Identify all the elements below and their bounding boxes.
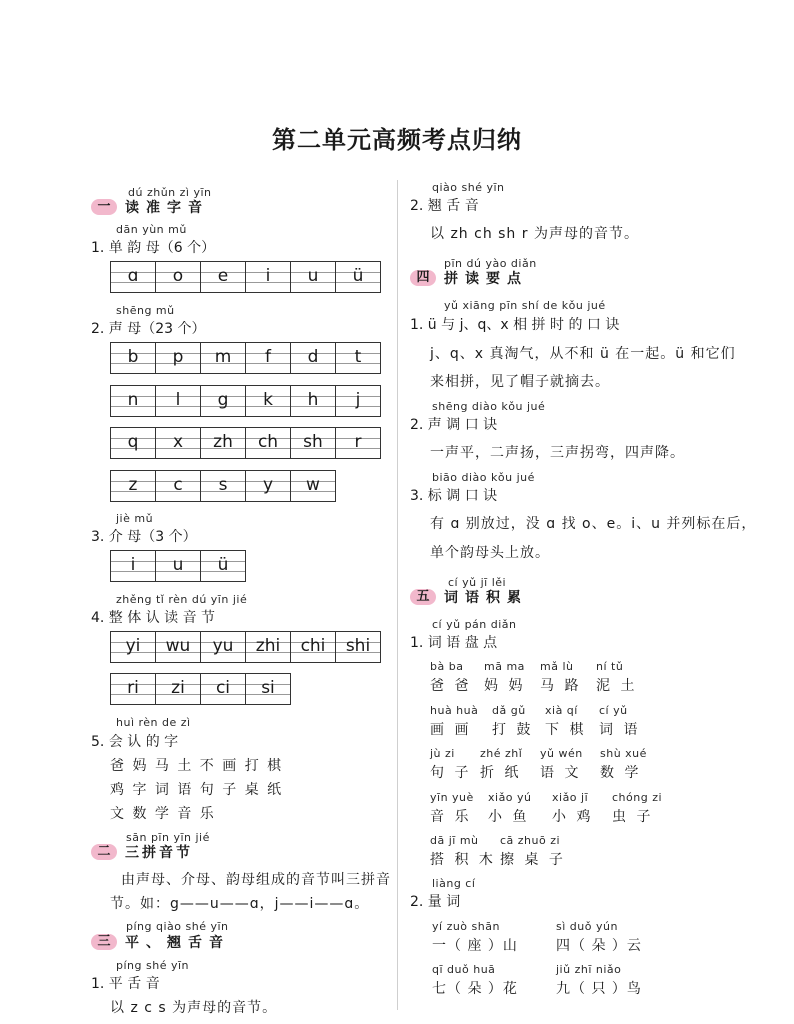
pinyin-cell-text: sh <box>303 432 323 452</box>
pinyin-cell-text: yi <box>125 636 141 656</box>
word-pinyin: ní tǔ <box>596 660 624 673</box>
pinyin-cell-text: ch <box>257 432 279 452</box>
word-item <box>540 660 581 695</box>
word-text: 小 鸡 <box>552 809 594 825</box>
pinyin-cell-text: g <box>217 390 229 410</box>
section-4-heading <box>410 268 528 288</box>
pinyin-cell-text: zi <box>171 678 185 698</box>
pinyin-cell-text: z <box>128 475 138 495</box>
pinyin-cell-text: zhi <box>255 636 281 656</box>
pinyin-cell <box>110 427 156 459</box>
word-item <box>596 660 637 695</box>
s5-item1-pinyin: cí yǔ pán diǎn <box>432 618 517 631</box>
pinyin-cell-text: s <box>218 475 228 495</box>
section-4-badge: 四 <box>410 270 436 286</box>
pinyin-cell-text: ci <box>215 678 231 698</box>
section-3-pinyin: píng qiào shé yīn <box>126 920 229 933</box>
pinyin-cell <box>245 261 291 293</box>
pinyin-cell-text: shi <box>345 636 371 656</box>
pinyin-cell-text: c <box>173 475 183 495</box>
pinyin-cell-text: zh <box>213 432 233 452</box>
word-text: 擦 桌 子 <box>500 852 566 868</box>
pinyin-cell-text: ü <box>352 266 364 286</box>
section-1-pinyin: dú zhǔn zì yīn <box>128 186 212 199</box>
measure-word-pinyin: yí zuò shān <box>432 920 500 933</box>
word-item <box>430 660 471 695</box>
pinyin-cell-text: w <box>306 475 320 495</box>
section-4-pinyin: pīn dú yào diǎn <box>444 257 537 270</box>
s4-item3-text-1: 有 ɑ 别放过，没 ɑ 找 o、e。i、u 并列标在后， <box>430 516 757 532</box>
pinyin-cell-text: o <box>172 266 184 286</box>
word-item <box>492 704 533 739</box>
pinyin-cell <box>245 342 291 374</box>
initials-grid-row2 <box>110 385 381 417</box>
word-item <box>545 704 586 739</box>
s3-item1-label: 1. 平 舌 音 <box>91 976 160 992</box>
word-item <box>484 660 525 695</box>
pinyin-cell <box>335 342 381 374</box>
pinyin-cell-text: r <box>354 432 362 452</box>
medials-grid <box>110 550 246 582</box>
s2-text-line-1: 由声母、介母、韵母组成的音节叫三拼音 <box>121 872 391 888</box>
word-item <box>552 791 593 826</box>
pinyin-cell <box>155 550 201 582</box>
word-item <box>599 704 640 739</box>
section-2-pinyin: sān pīn yīn jié <box>126 831 210 844</box>
word-pinyin: xiǎo yú <box>488 791 532 804</box>
pinyin-cell-text: q <box>127 432 139 452</box>
word-item <box>480 747 522 782</box>
word-text: 虫 子 <box>612 809 654 825</box>
word-pinyin: zhé zhǐ <box>480 747 523 760</box>
pinyin-cell-text: wu <box>165 636 191 656</box>
single-vowels-grid <box>110 261 381 293</box>
pinyin-cell <box>245 427 291 459</box>
pinyin-cell <box>290 342 336 374</box>
pinyin-cell-text: i <box>130 555 136 575</box>
pinyin-cell <box>110 550 156 582</box>
section-5-pinyin: cí yǔ jī lěi <box>448 576 507 589</box>
pinyin-cell <box>155 673 201 705</box>
s4-item3-pinyin: biāo diào kǒu jué <box>432 471 535 484</box>
word-text: 妈 妈 <box>484 678 526 694</box>
word-pinyin: dǎ gǔ <box>492 704 526 717</box>
item1-label: 1. 单 韵 母（6 个） <box>91 240 216 256</box>
pinyin-cell-text: ri <box>127 678 139 698</box>
pinyin-cell <box>110 261 156 293</box>
pinyin-cell-text: ɑ <box>127 266 139 286</box>
item5-pinyin: huì rèn de zì <box>116 716 191 729</box>
pinyin-cell <box>200 631 246 663</box>
word-text: 句 子 <box>430 765 472 781</box>
word-item <box>500 834 566 869</box>
pinyin-cell <box>335 427 381 459</box>
item2-pinyin: shēng mǔ <box>116 304 175 317</box>
pinyin-cell <box>290 261 336 293</box>
pinyin-cell-text: m <box>214 347 232 367</box>
s3-item2-label: 2. 翘 舌 音 <box>410 198 479 214</box>
word-text: 词 语 <box>599 722 641 738</box>
pinyin-cell-text: j <box>355 390 361 410</box>
pinyin-cell-text: ü <box>217 555 229 575</box>
initials-grid-row1 <box>110 342 381 374</box>
word-text: 泥 土 <box>596 678 638 694</box>
word-pinyin: yīn yuè <box>430 791 474 804</box>
pinyin-cell <box>200 342 246 374</box>
word-item <box>612 791 662 826</box>
section-4-title: 拼读要点 <box>444 271 528 287</box>
section-2-badge: 二 <box>91 844 117 860</box>
pinyin-cell <box>110 470 156 502</box>
pinyin-cell-text: d <box>307 347 319 367</box>
pinyin-cell <box>200 385 246 417</box>
pinyin-cell <box>245 631 291 663</box>
word-pinyin: mā ma <box>484 660 525 673</box>
section-1-heading <box>91 197 209 217</box>
s4-item1-text-1: j、q、x 真淘气，从不和 ü 在一起。ü 和它们 <box>430 346 736 362</box>
word-text: 数 学 <box>600 765 642 781</box>
pinyin-cell <box>290 427 336 459</box>
word-pinyin: mǎ lù <box>540 660 574 673</box>
pinyin-cell-text: b <box>127 347 139 367</box>
pinyin-cell-text: x <box>172 432 184 452</box>
item4-label: 4. 整 体 认 读 音 节 <box>91 610 216 626</box>
word-item <box>430 747 471 782</box>
measure-word-text: 一（ 座 ）山 <box>432 938 518 954</box>
pinyin-cell <box>155 470 201 502</box>
s3-item2-text: 以 zh ch sh r 为声母的音节。 <box>430 226 639 242</box>
char-line-2: 鸡 字 词 语 句 子 桌 纸 <box>110 782 284 798</box>
measure-word-pinyin: sì duǒ yún <box>556 920 618 933</box>
pinyin-cell <box>245 673 291 705</box>
word-item <box>430 791 474 826</box>
column-divider <box>397 180 398 1010</box>
pinyin-cell <box>110 673 156 705</box>
pinyin-cell-text: chi <box>300 636 326 656</box>
char-line-3: 文 数 学 音 乐 <box>110 806 216 822</box>
item3-pinyin: jiè mǔ <box>116 512 154 525</box>
pinyin-cell <box>110 342 156 374</box>
word-pinyin: cā zhuō zi <box>500 834 561 847</box>
pinyin-cell-text: i <box>265 266 271 286</box>
pinyin-cell-text: h <box>307 390 319 410</box>
pinyin-cell-text: si <box>261 678 275 698</box>
section-3-heading <box>91 932 230 952</box>
section-5-badge: 五 <box>410 589 436 605</box>
pinyin-cell <box>290 470 336 502</box>
pinyin-cell <box>200 550 246 582</box>
word-text: 语 文 <box>540 765 582 781</box>
section-1-badge: 一 <box>91 199 117 215</box>
s4-item2-pinyin: shēng diào kǒu jué <box>432 400 546 413</box>
word-text: 马 路 <box>540 678 582 694</box>
pinyin-cell <box>200 261 246 293</box>
s4-item2-text: 一声平，二声扬，三声拐弯，四声降。 <box>430 445 685 461</box>
pinyin-cell-text: t <box>354 347 362 367</box>
pinyin-cell <box>245 385 291 417</box>
pinyin-cell-text: u <box>307 266 319 286</box>
s3-item1-text: 以 z c s 为声母的音节。 <box>110 1000 278 1016</box>
s4-item2-label: 2. 声 调 口 诀 <box>410 417 498 433</box>
word-text: 画 画 <box>430 722 472 738</box>
pinyin-cell <box>245 470 291 502</box>
word-text: 小 鱼 <box>488 809 530 825</box>
word-pinyin: yǔ wén <box>540 747 583 760</box>
measure-word-1 <box>432 920 518 955</box>
pinyin-cell <box>155 631 201 663</box>
word-item <box>488 791 532 826</box>
item4-pinyin: zhěng tǐ rèn dú yīn jié <box>116 593 248 606</box>
section-1-title: 读准字音 <box>125 200 209 216</box>
word-item <box>430 704 478 739</box>
word-pinyin: cí yǔ <box>599 704 628 717</box>
pinyin-cell <box>155 385 201 417</box>
word-text: 下 棋 <box>545 722 587 738</box>
word-pinyin: dā jī mù <box>430 834 479 847</box>
word-text: 打 鼓 <box>492 722 534 738</box>
pinyin-cell-text: u <box>172 555 184 575</box>
word-pinyin: xià qí <box>545 704 578 717</box>
word-pinyin: xiǎo jī <box>552 791 589 804</box>
section-3-badge: 三 <box>91 934 117 950</box>
pinyin-cell <box>200 673 246 705</box>
s4-item1-text-2: 来相拼，见了帽子就摘去。 <box>430 374 610 390</box>
section-2-title: 三拼音节 <box>125 845 193 861</box>
pinyin-cell <box>335 385 381 417</box>
s4-item1-pinyin: yǔ xiāng pīn shí de kǒu jué <box>444 299 606 312</box>
pinyin-cell <box>335 261 381 293</box>
item3-label: 3. 介 母（3 个） <box>91 529 197 545</box>
word-pinyin: shù xué <box>600 747 647 760</box>
pinyin-cell-text: n <box>127 390 139 410</box>
section-5-title: 词语积累 <box>444 590 528 606</box>
whole-syllable-grid-row1 <box>110 631 381 663</box>
pinyin-cell <box>200 427 246 459</box>
pinyin-cell <box>155 261 201 293</box>
page-title: 第二单元高频考点归纳 <box>272 126 522 154</box>
initials-grid-row4 <box>110 470 336 502</box>
whole-syllable-grid-row2 <box>110 673 291 705</box>
s4-item3-label: 3. 标 调 口 诀 <box>410 488 498 504</box>
section-2-heading <box>91 842 193 862</box>
word-text: 爸 爸 <box>430 678 472 694</box>
initials-grid-row3 <box>110 427 381 459</box>
item5-label: 5. 会 认 的 字 <box>91 734 179 750</box>
pinyin-cell-text: y <box>262 475 274 495</box>
s5-item1-label: 1. 词 语 盘 点 <box>410 635 498 651</box>
pinyin-cell <box>335 631 381 663</box>
pinyin-cell <box>290 385 336 417</box>
measure-word-2 <box>556 920 642 955</box>
pinyin-cell <box>290 631 336 663</box>
word-item <box>430 834 496 869</box>
word-pinyin: huà huà <box>430 704 479 717</box>
word-item <box>600 747 647 782</box>
pinyin-cell-text: yu <box>212 636 234 656</box>
pinyin-cell-text: f <box>265 347 271 367</box>
measure-word-4 <box>556 963 642 998</box>
measure-word-pinyin: qī duǒ huā <box>432 963 496 976</box>
word-text: 音 乐 <box>430 809 472 825</box>
section-3-title: 平、翘舌音 <box>125 935 230 951</box>
s4-item1-label: 1. ü 与 j、q、x 相 拼 时 的 口 诀 <box>410 317 620 333</box>
pinyin-cell-text: k <box>263 390 273 410</box>
measure-word-3 <box>432 963 518 998</box>
measure-word-text: 九（ 只 ）鸟 <box>556 981 642 997</box>
section-5-heading <box>410 587 528 607</box>
s3-item2-pinyin: qiào shé yīn <box>432 181 505 194</box>
measure-word-text: 七（ 朵 ）花 <box>432 981 518 997</box>
char-line-1: 爸 妈 马 土 不 画 打 棋 <box>110 758 284 774</box>
pinyin-cell <box>155 342 201 374</box>
word-text: 折 纸 <box>480 765 522 781</box>
word-text: 搭 积 木 <box>430 852 496 868</box>
pinyin-cell-text: p <box>172 347 184 367</box>
pinyin-cell <box>110 385 156 417</box>
word-pinyin: jù zi <box>430 747 455 760</box>
s5-item2-pinyin: liàng cí <box>432 877 476 890</box>
pinyin-cell <box>110 631 156 663</box>
pinyin-cell-text: e <box>217 266 229 286</box>
pinyin-cell <box>155 427 201 459</box>
item2-label: 2. 声 母（23 个） <box>91 321 206 337</box>
pinyin-cell-text: l <box>175 390 181 410</box>
item1-pinyin: dān yùn mǔ <box>116 223 187 236</box>
word-pinyin: chóng zi <box>612 791 663 804</box>
word-pinyin: bà ba <box>430 660 464 673</box>
measure-word-pinyin: jiǔ zhī niǎo <box>556 963 622 976</box>
s3-item1-pinyin: píng shé yīn <box>116 959 189 972</box>
s2-text-line-2: 节。如：g——u——ɑ，j——i——ɑ。 <box>110 896 370 912</box>
s4-item3-text-2: 单个韵母头上放。 <box>430 545 550 561</box>
pinyin-cell <box>200 470 246 502</box>
measure-word-text: 四（ 朵 ）云 <box>556 938 642 954</box>
s5-item2-label: 2. 量 词 <box>410 894 461 910</box>
word-item <box>540 747 583 782</box>
